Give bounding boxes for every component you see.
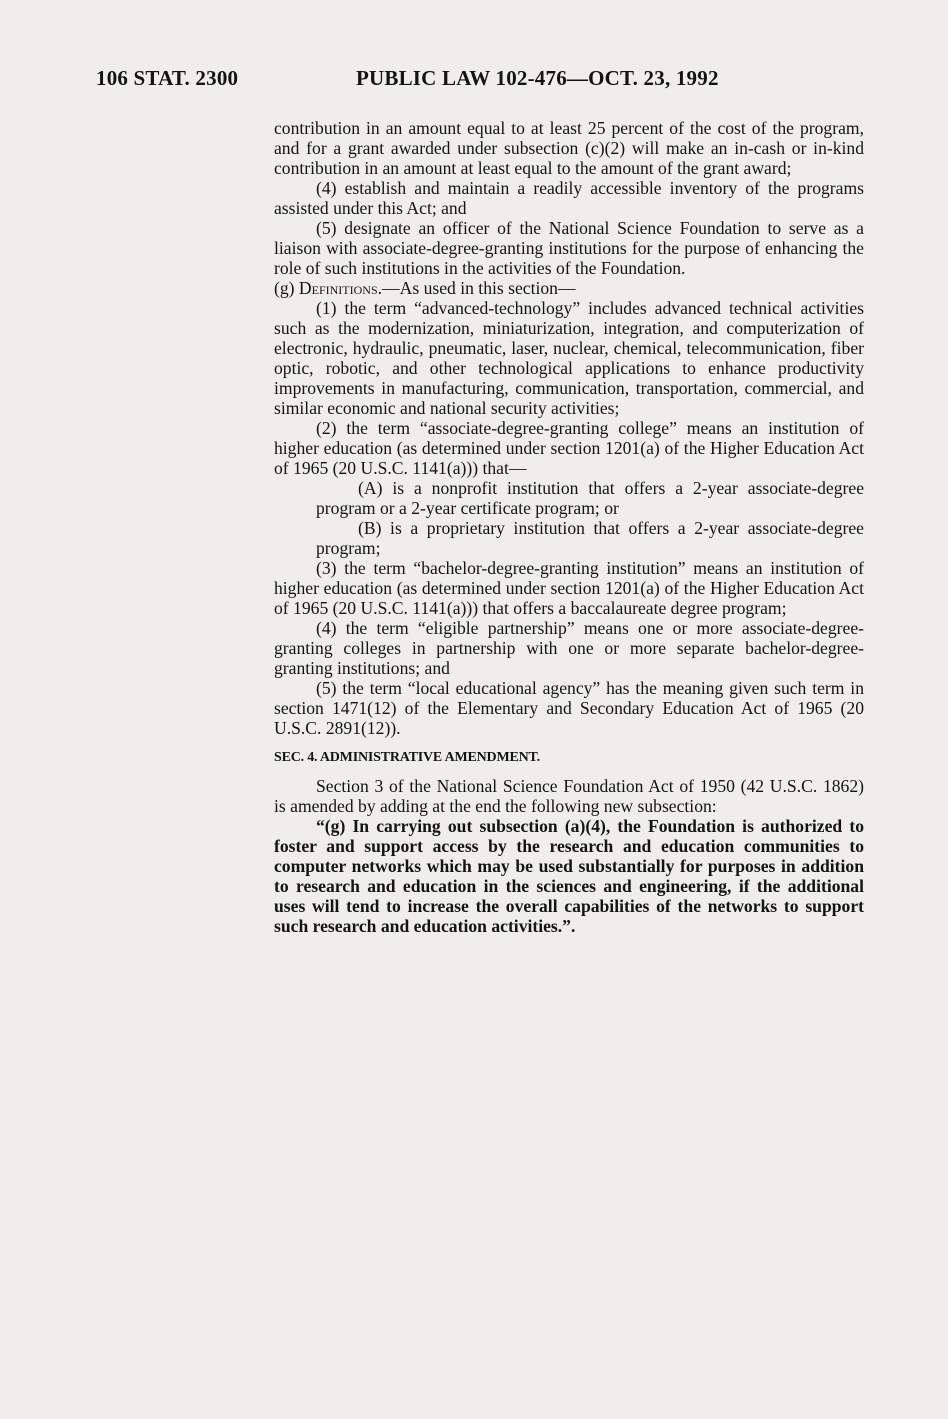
definition-associate-degree-college: (2) the term “associate-degree-granting college” means an institution of higher education (as determined under section 1201(a) of the Higher Education Act of 1965 (20 U.S.C. 1141(a))) that— — [274, 418, 864, 478]
paragraph-inventory: (4) establish and maintain a readily accessible inventory of the programs assisted under this Act; and — [274, 178, 864, 218]
definition-proprietary-institution: (B) is a proprietary institution that offers a 2-year associate-degree program; — [316, 518, 864, 558]
paragraph-amendment: Section 3 of the National Science Foundation Act of 1950 (42 U.S.C. 1862) is amended by adding at the end the following new subsection: — [274, 776, 864, 816]
definition-nonprofit-institution: (A) is a nonprofit institution that offers a 2-year associate-degree program or a 2-year certificate program; or — [316, 478, 864, 518]
quoted-subsection — [274, 816, 864, 936]
definitions-caps: Definitions — [298, 278, 378, 298]
section-heading: SEC. 4. ADMINISTRATIVE AMENDMENT. — [274, 750, 540, 765]
definition-eligible-partnership: (4) the term “eligible partnership” means one or more associate-degree-granting colleges in partnership with one or more separate bachelor-degree-granting institutions; and — [274, 618, 864, 678]
paragraph-liaison: (5) designate an officer of the National Science Foundation to serve as a liaison with associate-degree-granting institutions for the purpose of enhancing the role of such institutions in the activities of the Foundation. — [274, 218, 864, 278]
document-body — [274, 118, 864, 936]
definition-local-educational-agency: (5) the term “local educational agency” has the meaning given such term in section 1471(12) of the Elementary and Secondary Education Act of 1965 (20 U.S.C. 2891(12)). — [274, 678, 864, 738]
paragraph-quoted-subsection-g: “(g) In carrying out subsection (a)(4), the Foundation is authorized to foster and support access by the research and education communities to computer networks which may be used substantially for purposes in addition to research and education in the sciences and engineering, if the additional uses will tend to increase the overall capabilities of the networks to support such research and education activities.”. — [274, 816, 864, 936]
public-law-citation: PUBLIC LAW 102-476—OCT. 23, 1992 — [356, 66, 719, 90]
definition-advanced-technology: (1) the term “advanced-technology” includes advanced technical activities such as the modernization, miniaturization, integration, and computerization of electronic, hydraulic, pneumatic, laser, nuclear, chemical, telecommunication, fiber optic, robotic, and other technological applications to enhance productivity improvements in manufacturing, communication, transportation, commercial, and similar economic and national security activities; — [274, 298, 864, 418]
definitions-heading — [274, 278, 864, 298]
stat-page-number: 106 STAT. 2300 — [96, 66, 239, 90]
definitions-label: (g) — [274, 278, 299, 298]
definition-bachelor-degree-institution: (3) the term “bachelor-degree-granting institution” means an institution of higher education (as determined under section 1201(a) of the Higher Education Act of 1965 (20 U.S.C. 1141(a))) that offers a baccalaureate degree program; — [274, 558, 864, 618]
definitions-rest: .—As used in this section— — [377, 278, 576, 298]
paragraph-contribution: contribution in an amount equal to at least 25 percent of the cost of the program, and for a grant awarded under subsection (c)(2) will make an in-cash or in-kind contribution in an amount at least equal to the amount of the grant award; — [274, 118, 864, 178]
